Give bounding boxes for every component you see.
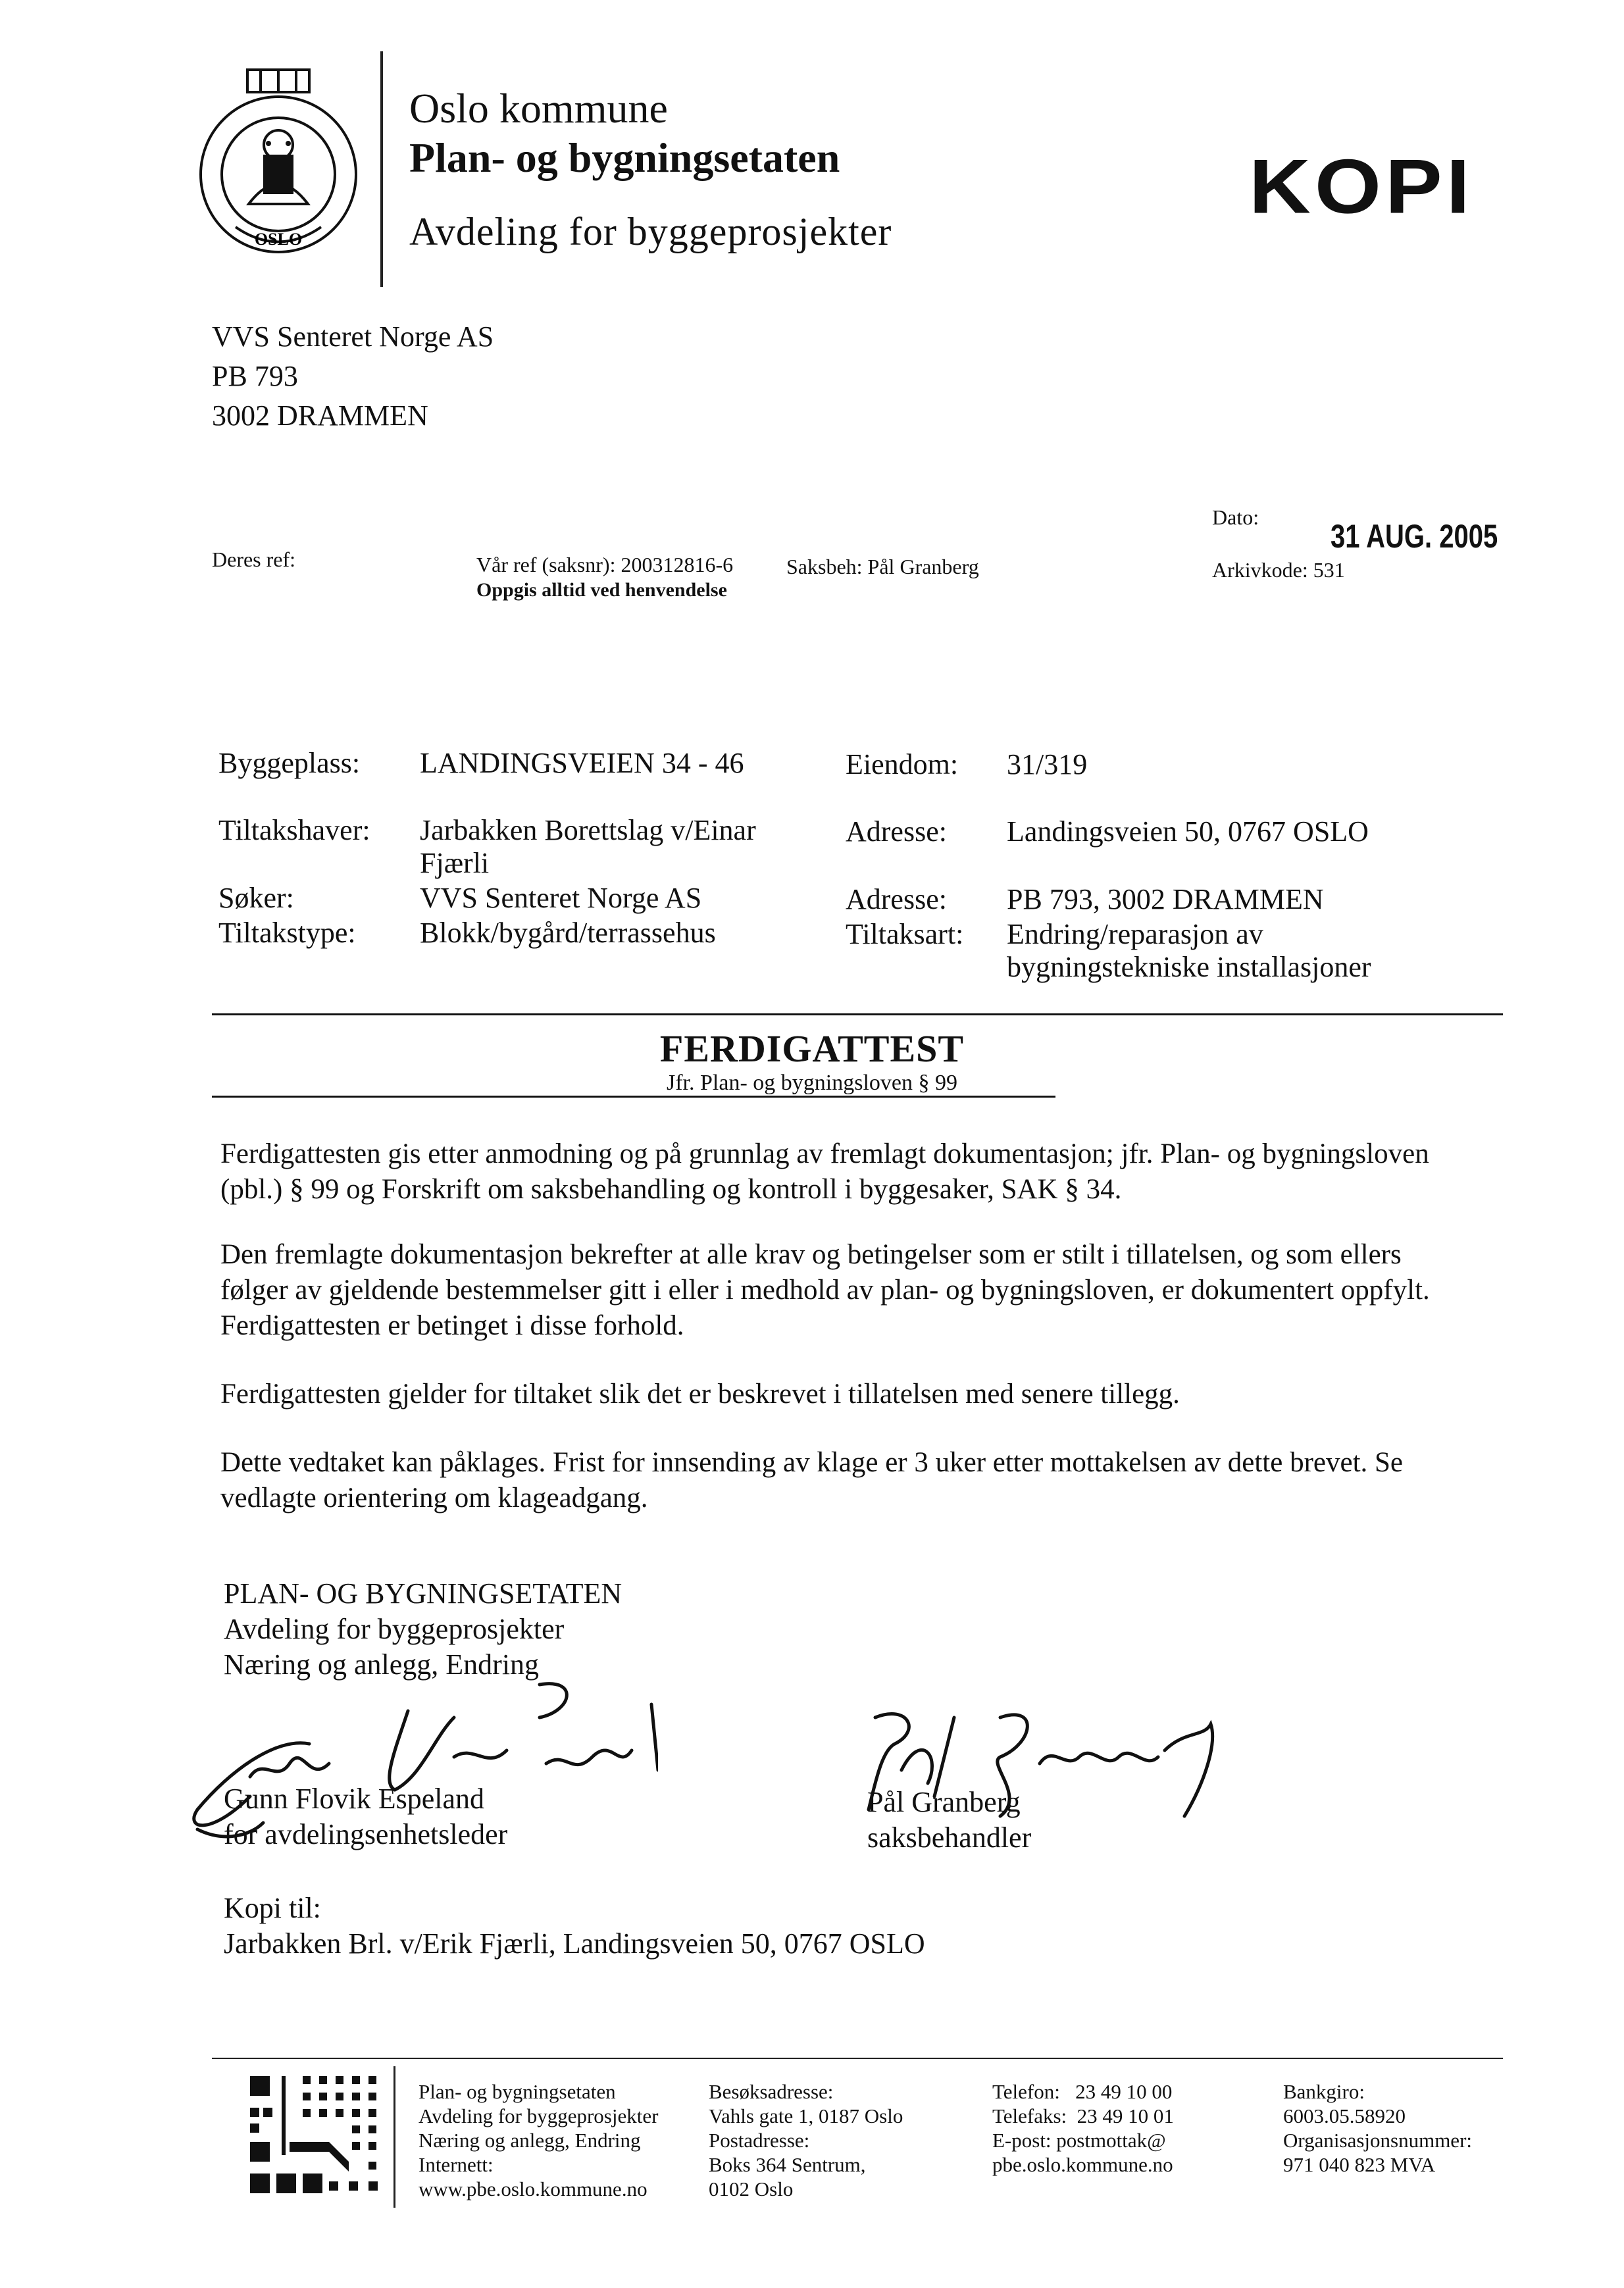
title-rule-top bbox=[212, 1013, 1503, 1015]
signer-1-name: Gunn Flovik Espeland bbox=[224, 1783, 484, 1815]
footer-agency-info: Plan- og bygningsetaten Avdeling for byggeprosjekter Næring og anlegg, Endring Internett: www.pbe.oslo.kommune.no bbox=[419, 2080, 659, 2200]
saksbehandler-ref: Saksbeh: Pål Granberg bbox=[786, 555, 979, 578]
title-rule-bottom bbox=[212, 1096, 1055, 1098]
byggeplass-value: LANDINGSVEIEN 34 - 46 bbox=[420, 747, 744, 779]
header-divider bbox=[380, 51, 383, 287]
footer-contact-info: Telefon: 23 49 10 00 Telefaks: 23 49 10 01 E-post: postmottak@ pbe.oslo.kommune.no bbox=[992, 2080, 1174, 2176]
deres-ref: Deres ref: bbox=[212, 547, 296, 571]
oppgis-note: Oppgis alltid ved henvendelse bbox=[476, 579, 727, 601]
paragraph-2: Den fremlagte dokumentasjon bekrefter at alle krav og betingelser som er stilt i tillatelsen, og som ellers følger av gjeldende bestemmelser gitt i eller i medhold av plan- og bygningsloven, er dokumentert oppfylt. Ferdigattesten er betinget i disse forhold. bbox=[220, 1239, 1430, 1341]
tiltakstype-value: Blokk/bygård/terrassehus bbox=[420, 917, 716, 949]
soker-value: VVS Senteret Norge AS bbox=[420, 882, 702, 914]
recipient-address: VVS Senteret Norge AS PB 793 3002 DRAMMEN bbox=[212, 320, 494, 432]
soker-label: Søker: bbox=[218, 882, 294, 914]
signer-2-name: Pål Granberg bbox=[867, 1786, 1021, 1818]
signer-1-title: for avdelingsenhetsleder bbox=[224, 1818, 508, 1850]
org-dept: Avdeling for byggeprosjekter bbox=[409, 210, 892, 253]
paragraph-1: Ferdigattesten gis etter anmodning og på grunnlag av fremlagt dokumentasjon; jfr. Plan- og bygningsloven (pbl.) § 99 og Forskrift om saksbehandling og kontroll i byggesaker, SAK § 34. bbox=[220, 1138, 1429, 1205]
org-name: Oslo kommune bbox=[409, 85, 668, 132]
pbe-logo-icon bbox=[250, 2076, 382, 2195]
soker-adresse-value: PB 793, 3002 DRAMMEN bbox=[1007, 883, 1324, 915]
oslo-kommune-seal-icon bbox=[196, 66, 361, 263]
signature-dept: Avdeling for byggeprosjekter bbox=[224, 1613, 565, 1645]
paragraph-3: Ferdigattesten gjelder for tiltaket slik det er beskrevet i tillatelsen med senere tillegg. bbox=[220, 1379, 1180, 1410]
document-title: FERDIGATTEST bbox=[659, 1027, 965, 1070]
footer-address-info: Besøksadresse: Vahls gate 1, 0187 Oslo Postadresse: Boks 364 Sentrum, 0102 Oslo bbox=[709, 2080, 903, 2200]
eiendom-label: Eiendom: bbox=[846, 748, 959, 780]
footer-divider bbox=[393, 2066, 395, 2208]
footer-rule bbox=[212, 2058, 1503, 2059]
tiltakstype-label: Tiltakstype: bbox=[218, 917, 356, 949]
signer-2-title: saksbehandler bbox=[867, 1821, 1032, 1854]
org-unit: Plan- og bygningsetaten bbox=[409, 134, 840, 181]
dato-label: Dato: bbox=[1212, 505, 1259, 529]
document-subtitle: Jfr. Plan- og bygningsloven § 99 bbox=[667, 1071, 957, 1095]
copy-recipient: Jarbakken Brl. v/Erik Fjærli, Landingsveien 50, 0767 OSLO bbox=[224, 1927, 925, 1960]
tiltaksart-value: Endring/reparasjon av bygningstekniske installasjoner bbox=[1007, 918, 1371, 983]
kopi-stamp: KOPI bbox=[1249, 143, 1474, 230]
svg-text:OSLO: OSLO bbox=[254, 230, 303, 249]
footer-bank-info: Bankgiro: 6003.05.58920 Organisasjonsnummer: 971 040 823 MVA bbox=[1283, 2080, 1473, 2176]
tiltakshaver-label: Tiltakshaver: bbox=[218, 814, 370, 846]
date-stamp: 31 AUG. 2005 bbox=[1331, 518, 1498, 555]
eiendom-value: 31/319 bbox=[1007, 748, 1088, 780]
signature-agency: PLAN- OG BYGNINGSETATEN bbox=[224, 1577, 622, 1610]
adresse-label: Adresse: bbox=[846, 815, 947, 848]
copy-label: Kopi til: bbox=[224, 1892, 321, 1924]
paragraph-4: Dette vedtaket kan påklages. Frist for innsending av klage er 3 uker etter mottakelsen av dette brevet. Se vedlagte orientering om klageadgang. bbox=[220, 1447, 1404, 1513]
tiltaksart-label: Tiltaksart: bbox=[846, 918, 964, 950]
var-ref: Vår ref (saksnr): 200312816-6 bbox=[476, 553, 734, 576]
tiltakshaver-value: Jarbakken Borettslag v/Einar Fjærli bbox=[420, 814, 756, 879]
arkivkode: Arkivkode: 531 bbox=[1212, 558, 1345, 582]
signature-section: Næring og anlegg, Endring bbox=[224, 1648, 540, 1681]
soker-adresse-label: Adresse: bbox=[846, 883, 947, 915]
byggeplass-label: Byggeplass: bbox=[218, 747, 361, 779]
adresse-value: Landingsveien 50, 0767 OSLO bbox=[1007, 815, 1369, 848]
